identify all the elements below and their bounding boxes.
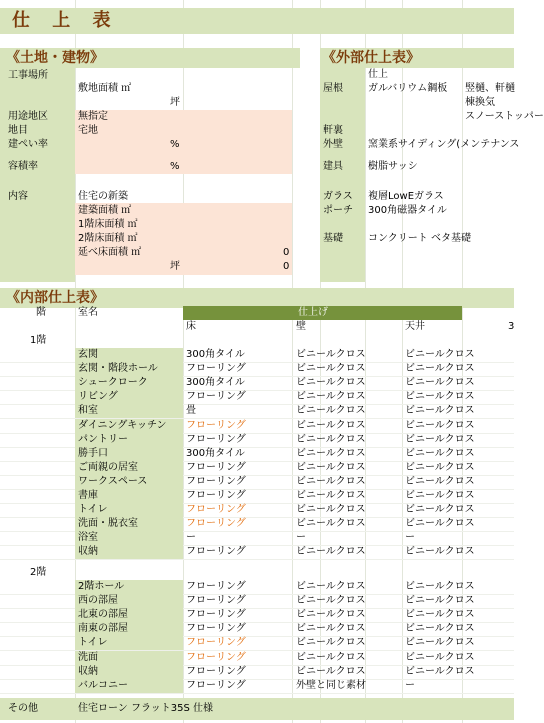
glass-value: 複層LowEガラス (368, 191, 444, 202)
cell-yuka: フローリング (186, 609, 246, 621)
youseki-label: 容積率 (8, 161, 38, 172)
cell-room: トイレ (78, 504, 108, 516)
cell-kabe: ビニールクロス (296, 475, 366, 487)
cell-yuka: フローリング (186, 419, 246, 431)
land-heading: 《土地・建物》 (6, 50, 104, 66)
cell-tenjo: ビニールクロス (405, 581, 475, 592)
row-line (0, 693, 514, 694)
yane-value: ガルバリウム鋼板 (368, 83, 448, 94)
cell-tenjo: ー (405, 532, 415, 544)
cell-room: 収納 (78, 665, 98, 677)
cell-tenjo: ー (405, 679, 415, 691)
cell-room: リビング (78, 391, 118, 403)
cell-yuka: フローリング (186, 504, 246, 516)
other-value: 住宅ローン フラット35S 仕様 (78, 703, 214, 714)
cell-tenjo: ビニールクロス (405, 518, 475, 530)
col-tenjo: 天井 (405, 321, 425, 332)
cell-kabe: ビニールクロス (296, 546, 366, 558)
cell-kabe: ビニールクロス (296, 349, 366, 360)
cell-kabe: ビニールクロス (296, 363, 366, 375)
tsubo-label-2: 坪 (170, 261, 180, 272)
cell-room: 北東の部屋 (78, 609, 128, 621)
other-label: その他 (8, 703, 38, 714)
col-room: 室名 (78, 307, 98, 318)
cell-yuka: フローリング (186, 391, 246, 403)
cell-yuka: フローリング (186, 665, 246, 677)
cell-yuka: フローリング (186, 433, 246, 445)
cell-tenjo: ビニールクロス (405, 595, 475, 607)
cell-yuka: フローリング (186, 637, 246, 649)
kenpei-percent: % (170, 139, 180, 150)
cell-yuka: フローリング (186, 651, 246, 663)
cell-kabe: ビニールクロス (296, 595, 366, 607)
cell-tenjo: ビニールクロス (405, 475, 475, 487)
glass-label: ガラス (323, 191, 353, 202)
cell-room: 西の部屋 (78, 595, 118, 607)
cell-room: パントリー (78, 433, 128, 445)
cell-kabe: ビニールクロス (296, 651, 366, 663)
cell-kabe: ビニールクロス (296, 665, 366, 677)
cell-room: 玄関・階段ホール (78, 363, 158, 375)
cell-room: 洗面・脱衣室 (78, 518, 138, 530)
interior-heading: 《内部仕上表》 (6, 290, 104, 306)
cell-yuka: フローリング (186, 475, 246, 487)
floor2-label: 2階 (30, 567, 47, 578)
tsubo-label: 坪 (170, 97, 180, 108)
cell-tenjo: ビニールクロス (405, 546, 475, 558)
cell-tenjo: ビニールクロス (405, 665, 475, 677)
gaiheki-label: 外壁 (323, 139, 343, 150)
cell-yuka: フローリング (186, 679, 246, 691)
chimoku-value: 宅地 (78, 125, 98, 136)
cell-room: ワークスペース (78, 475, 148, 487)
cell-room: 和室 (78, 405, 98, 417)
cell-kabe: ビニールクロス (296, 433, 366, 445)
exterior-left-column (320, 68, 365, 282)
cell-room: トイレ (78, 637, 108, 649)
cell-tenjo: ビニールクロス (405, 651, 475, 663)
content-row: 延べ床面積 ㎡ (78, 247, 142, 258)
cell-kabe: ビニールクロス (296, 405, 366, 417)
cell-tenjo: ビニールクロス (405, 490, 475, 501)
content-row: 建築面積 ㎡ (78, 205, 132, 216)
cell-tenjo: ビニールクロス (405, 637, 475, 649)
cell-yuka: フローリング (186, 461, 246, 473)
col-more: 3 (508, 321, 515, 332)
cell-kabe: ー (296, 532, 306, 544)
cell-tenjo: ビニールクロス (405, 461, 475, 473)
cell-kabe: ビニールクロス (296, 419, 366, 431)
gaiheki-value: 窯業系サイディング(メンテナンス (368, 139, 520, 150)
cell-kabe: ビニールクロス (296, 391, 366, 403)
cell-yuka: フローリング (186, 518, 246, 530)
cell-kabe: ビニールクロス (296, 447, 366, 459)
row-line (0, 559, 514, 560)
page-title: 仕 上 表 (12, 10, 119, 31)
content-row: 1階床面積 ㎡ (78, 219, 138, 230)
cell-yuka: ー (186, 532, 196, 544)
cell-kabe: ビニールクロス (296, 637, 366, 649)
col-floor-level: 階 (36, 307, 46, 318)
cell-room: 玄関 (78, 349, 98, 360)
cell-room: ご両親の居室 (78, 461, 138, 473)
yane-extra: スノーストッパー (465, 111, 544, 122)
cell-tenjo: ビニールクロス (405, 609, 475, 621)
cell-kabe: ビニールクロス (296, 377, 366, 389)
cell-tenjo: ビニールクロス (405, 377, 475, 389)
cell-yuka: フローリング (186, 546, 246, 558)
tsubo-value: 0 (283, 261, 290, 272)
cell-kabe: ビニールクロス (296, 609, 366, 621)
cell-yuka: フローリング (186, 363, 246, 375)
cell-tenjo: ビニールクロス (405, 433, 475, 445)
kiso-label: 基礎 (323, 233, 343, 244)
cell-room: 浴室 (78, 532, 98, 544)
kiso-value: コンクリート ベタ基礎 (368, 233, 471, 244)
col-yuka: 床 (186, 321, 196, 332)
cell-kabe: ビニールクロス (296, 461, 366, 473)
koujibasho-label: 工事場所 (8, 70, 48, 81)
youto-value: 無指定 (78, 111, 108, 122)
cell-room: 勝手口 (78, 447, 108, 459)
exterior-shiage: 仕上 (368, 69, 388, 80)
cell-yuka: 300角タイル (186, 349, 245, 360)
cell-yuka: 300角タイル (186, 377, 245, 389)
cell-kabe: ビニールクロス (296, 490, 366, 501)
cell-room: バルコニー (78, 679, 128, 691)
yane-extra: 棟換気 (465, 97, 495, 108)
cell-kabe: ビニールクロス (296, 504, 366, 516)
nobe-value: 0 (283, 247, 290, 258)
kenpei-label: 建ぺい率 (8, 139, 48, 150)
chimoku-label: 地目 (8, 125, 28, 136)
cell-room: 2階ホール (78, 581, 125, 592)
cell-room: シュークローク (78, 377, 148, 389)
tategu-label: 建具 (323, 161, 343, 172)
yane-extra: 竪樋、軒樋 (465, 83, 515, 94)
youto-label: 用途地区 (8, 111, 48, 122)
cell-kabe: ビニールクロス (296, 623, 366, 635)
porch-label: ポーチ (323, 205, 353, 216)
naiyou-label: 内容 (8, 191, 28, 202)
cell-yuka: フローリング (186, 581, 246, 592)
land-left-column (0, 68, 75, 282)
cell-yuka: フローリング (186, 623, 246, 635)
cell-tenjo: ビニールクロス (405, 391, 475, 403)
content-row: 住宅の新築 (78, 191, 128, 202)
cell-room: 書庫 (78, 490, 98, 501)
cell-tenjo: ビニールクロス (405, 349, 475, 360)
cell-yuka: フローリング (186, 595, 246, 607)
cell-tenjo: ビニールクロス (405, 504, 475, 516)
cell-tenjo: ビニールクロス (405, 623, 475, 635)
cell-room: ダイニングキッチン (78, 419, 167, 431)
cell-yuka: フローリング (186, 490, 246, 501)
cell-yuka: 畳 (186, 405, 196, 417)
yane-label: 屋根 (323, 83, 343, 94)
cell-room: 洗面 (78, 651, 98, 663)
cell-tenjo: ビニールクロス (405, 419, 475, 431)
cell-kabe: ビニールクロス (296, 581, 366, 592)
cell-kabe: 外壁と同じ素材 (296, 679, 366, 691)
porch-value: 300角磁器タイル (368, 205, 447, 216)
youseki-percent: % (170, 161, 180, 172)
col-kabe: 壁 (296, 321, 306, 332)
cell-room: 収納 (78, 546, 98, 558)
shiage-header-label: 仕上げ (298, 307, 328, 318)
cell-room: 南東の部屋 (78, 623, 128, 635)
nokiura-label: 軒裏 (323, 125, 343, 136)
cell-yuka: 300角タイル (186, 447, 245, 459)
cell-tenjo: ビニールクロス (405, 363, 475, 375)
tategu-value: 樹脂サッシ (368, 161, 418, 172)
shikichi-label: 敷地面積 ㎡ (78, 83, 132, 94)
cell-tenjo: ビニールクロス (405, 405, 475, 417)
floor1-label: 1階 (30, 335, 47, 346)
cell-kabe: ビニールクロス (296, 518, 366, 530)
cell-tenjo: ビニールクロス (405, 447, 475, 459)
content-row: 2階床面積 ㎡ (78, 233, 138, 244)
exterior-heading: 《外部仕上表》 (322, 50, 420, 66)
